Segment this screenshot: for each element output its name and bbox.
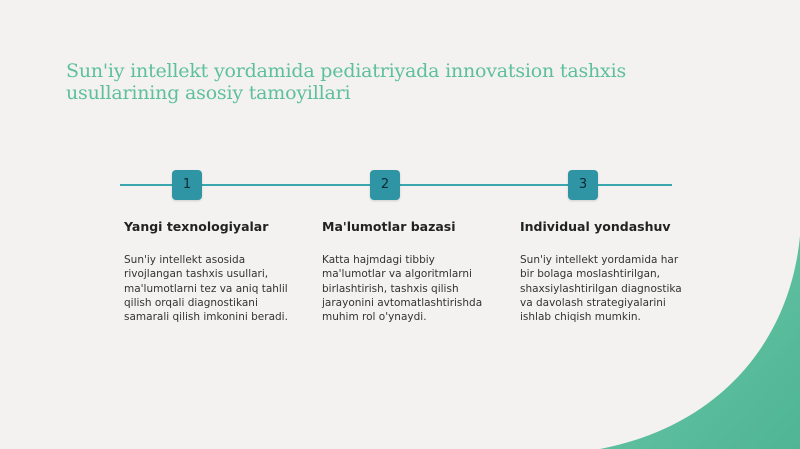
slide-title: Sun'iy intellekt yordamida pediatriyada innovatsion tashxis usullarining asosiy tamoyillari [66, 60, 626, 104]
step-3-heading: Individual yondashuv [520, 219, 671, 234]
step-1-description: Sun'iy intellekt asosida rivojlangan tashxis usullari, ma'lumotlarni tez va aniq tahlil qilish orqali diagnostikani samarali qilish imkonini beradi. [124, 254, 288, 324]
step-2-heading: Ma'lumotlar bazasi [322, 219, 456, 234]
step-1-badge: 1 [172, 170, 202, 200]
step-3-description: Sun'iy intellekt yordamida har bir bolaga moslashtirilgan, shaxsiylashtirilgan diagnostika va davolash strategiyalarini ishlab chiqish mumkin. [520, 254, 682, 324]
step-3-badge: 3 [568, 170, 598, 200]
step-1-heading: Yangi texnologiyalar [124, 219, 269, 234]
step-2-badge: 2 [370, 170, 400, 200]
step-2-description: Katta hajmdagi tibbiy ma'lumotlar va algoritmlarni birlashtirish, tashxis qilish jarayonini avtomatlashtirishda muhim rol o'ynaydi. [322, 254, 483, 324]
